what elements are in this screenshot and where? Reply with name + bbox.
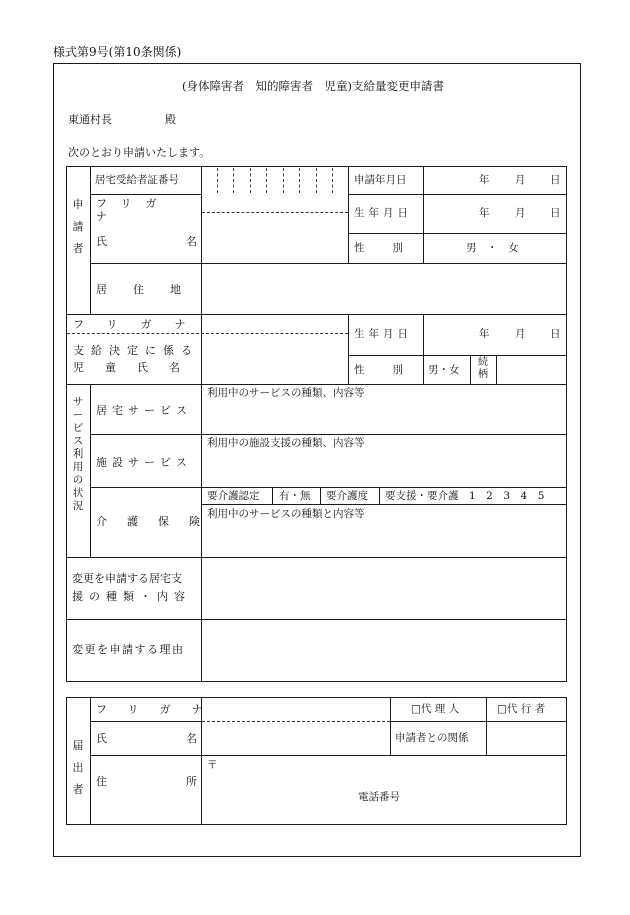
applicant-name-label-2: 名 [186, 235, 197, 248]
intro-text: 次のとおり申請いたします。 [68, 146, 211, 159]
applicant-address-label: 居住地 [96, 283, 207, 296]
honorific: 殿 [165, 113, 176, 126]
apply-month-label: 月 [515, 174, 526, 186]
apply-day-label: 日 [550, 174, 561, 186]
applicant-section-label: 申請者 [72, 198, 84, 255]
birth-year-label: 年 [479, 207, 490, 219]
child-relation-label: 続柄 [478, 357, 488, 380]
facility-service-label: 施設サービス [96, 456, 192, 469]
relation-to-applicant-label: 申請者との関係 [395, 732, 469, 744]
requested-change-label-1: 変更を申請する居宅支 [72, 572, 182, 585]
requested-change-label-2: 援の種類・内容 [72, 590, 191, 603]
applicant-furigana-label: フリガナ [96, 197, 171, 223]
child-subject-label-1: 支給決定に係る [73, 344, 199, 357]
child-sex-options: 男・女 [428, 364, 460, 376]
form-number: 様式第9号(第10条関係) [53, 45, 182, 59]
child-furigana-label: フリガナ [73, 318, 209, 331]
cert-number-label: 居宅受給者証番号 [95, 174, 179, 186]
child-subject-label-2: 児童氏名 [73, 361, 201, 374]
notifier-furigana-label: フリガナ [96, 703, 224, 716]
care-level-label: 要介護度 [326, 490, 368, 502]
child-birth-year-label: 年 [479, 328, 490, 340]
apply-date-label: 申請年月日 [354, 174, 407, 186]
care-cert-options: 有・無 [279, 490, 311, 502]
child-birth-day-label: 日 [550, 328, 561, 340]
home-service-label: 居宅サービス [96, 404, 192, 417]
services-section-label: サービス利用の状況 [72, 396, 84, 512]
applicant-birth-date-label: 生年月日 [354, 207, 412, 219]
agent-checkbox-label[interactable]: □代 行 者 [497, 703, 546, 715]
care-note: 利用中のサービスの種類と内容等 [207, 508, 365, 520]
care-insurance-label: 介護保険 [96, 515, 220, 528]
phone-label: 電話番号 [358, 791, 400, 803]
care-level-options: 要支援・要介護 1 2 3 4 5 [385, 490, 545, 502]
postal-mark: 〒 [207, 759, 218, 771]
change-reason-label: 変更を申請する理由 [72, 643, 185, 656]
addressee: 東通村長 [68, 113, 112, 126]
apply-year-label: 年 [479, 174, 490, 186]
notifier-section-label: 届出者 [72, 739, 84, 796]
child-sex-label: 性別 [354, 364, 431, 376]
notifier-name-label-1: 氏 [96, 732, 107, 745]
home-service-note: 利用中のサービスの種類、内容等 [207, 387, 365, 399]
child-birth-month-label: 月 [515, 328, 526, 340]
form-title: (身体障害者 知的障害者 児童)支給量変更申請書 [182, 79, 444, 93]
care-cert-label: 要介護認定 [207, 490, 260, 502]
proxy-checkbox-label[interactable]: □代 理 人 [411, 703, 460, 715]
facility-service-note: 利用中の施設支援の種類、内容等 [207, 437, 365, 449]
notifier-address-label-2: 所 [186, 775, 197, 788]
notifier-name-label-2: 名 [186, 732, 197, 745]
birth-day-label: 日 [550, 207, 561, 219]
applicant-name-label-1: 氏 [96, 235, 107, 248]
applicant-sex-options: 男 ・ 女 [466, 242, 519, 254]
child-birth-date-label: 生年月日 [354, 328, 412, 340]
birth-month-label: 月 [515, 207, 526, 219]
applicant-sex-label: 性別 [354, 242, 431, 254]
notifier-address-label-1: 住 [96, 775, 107, 788]
